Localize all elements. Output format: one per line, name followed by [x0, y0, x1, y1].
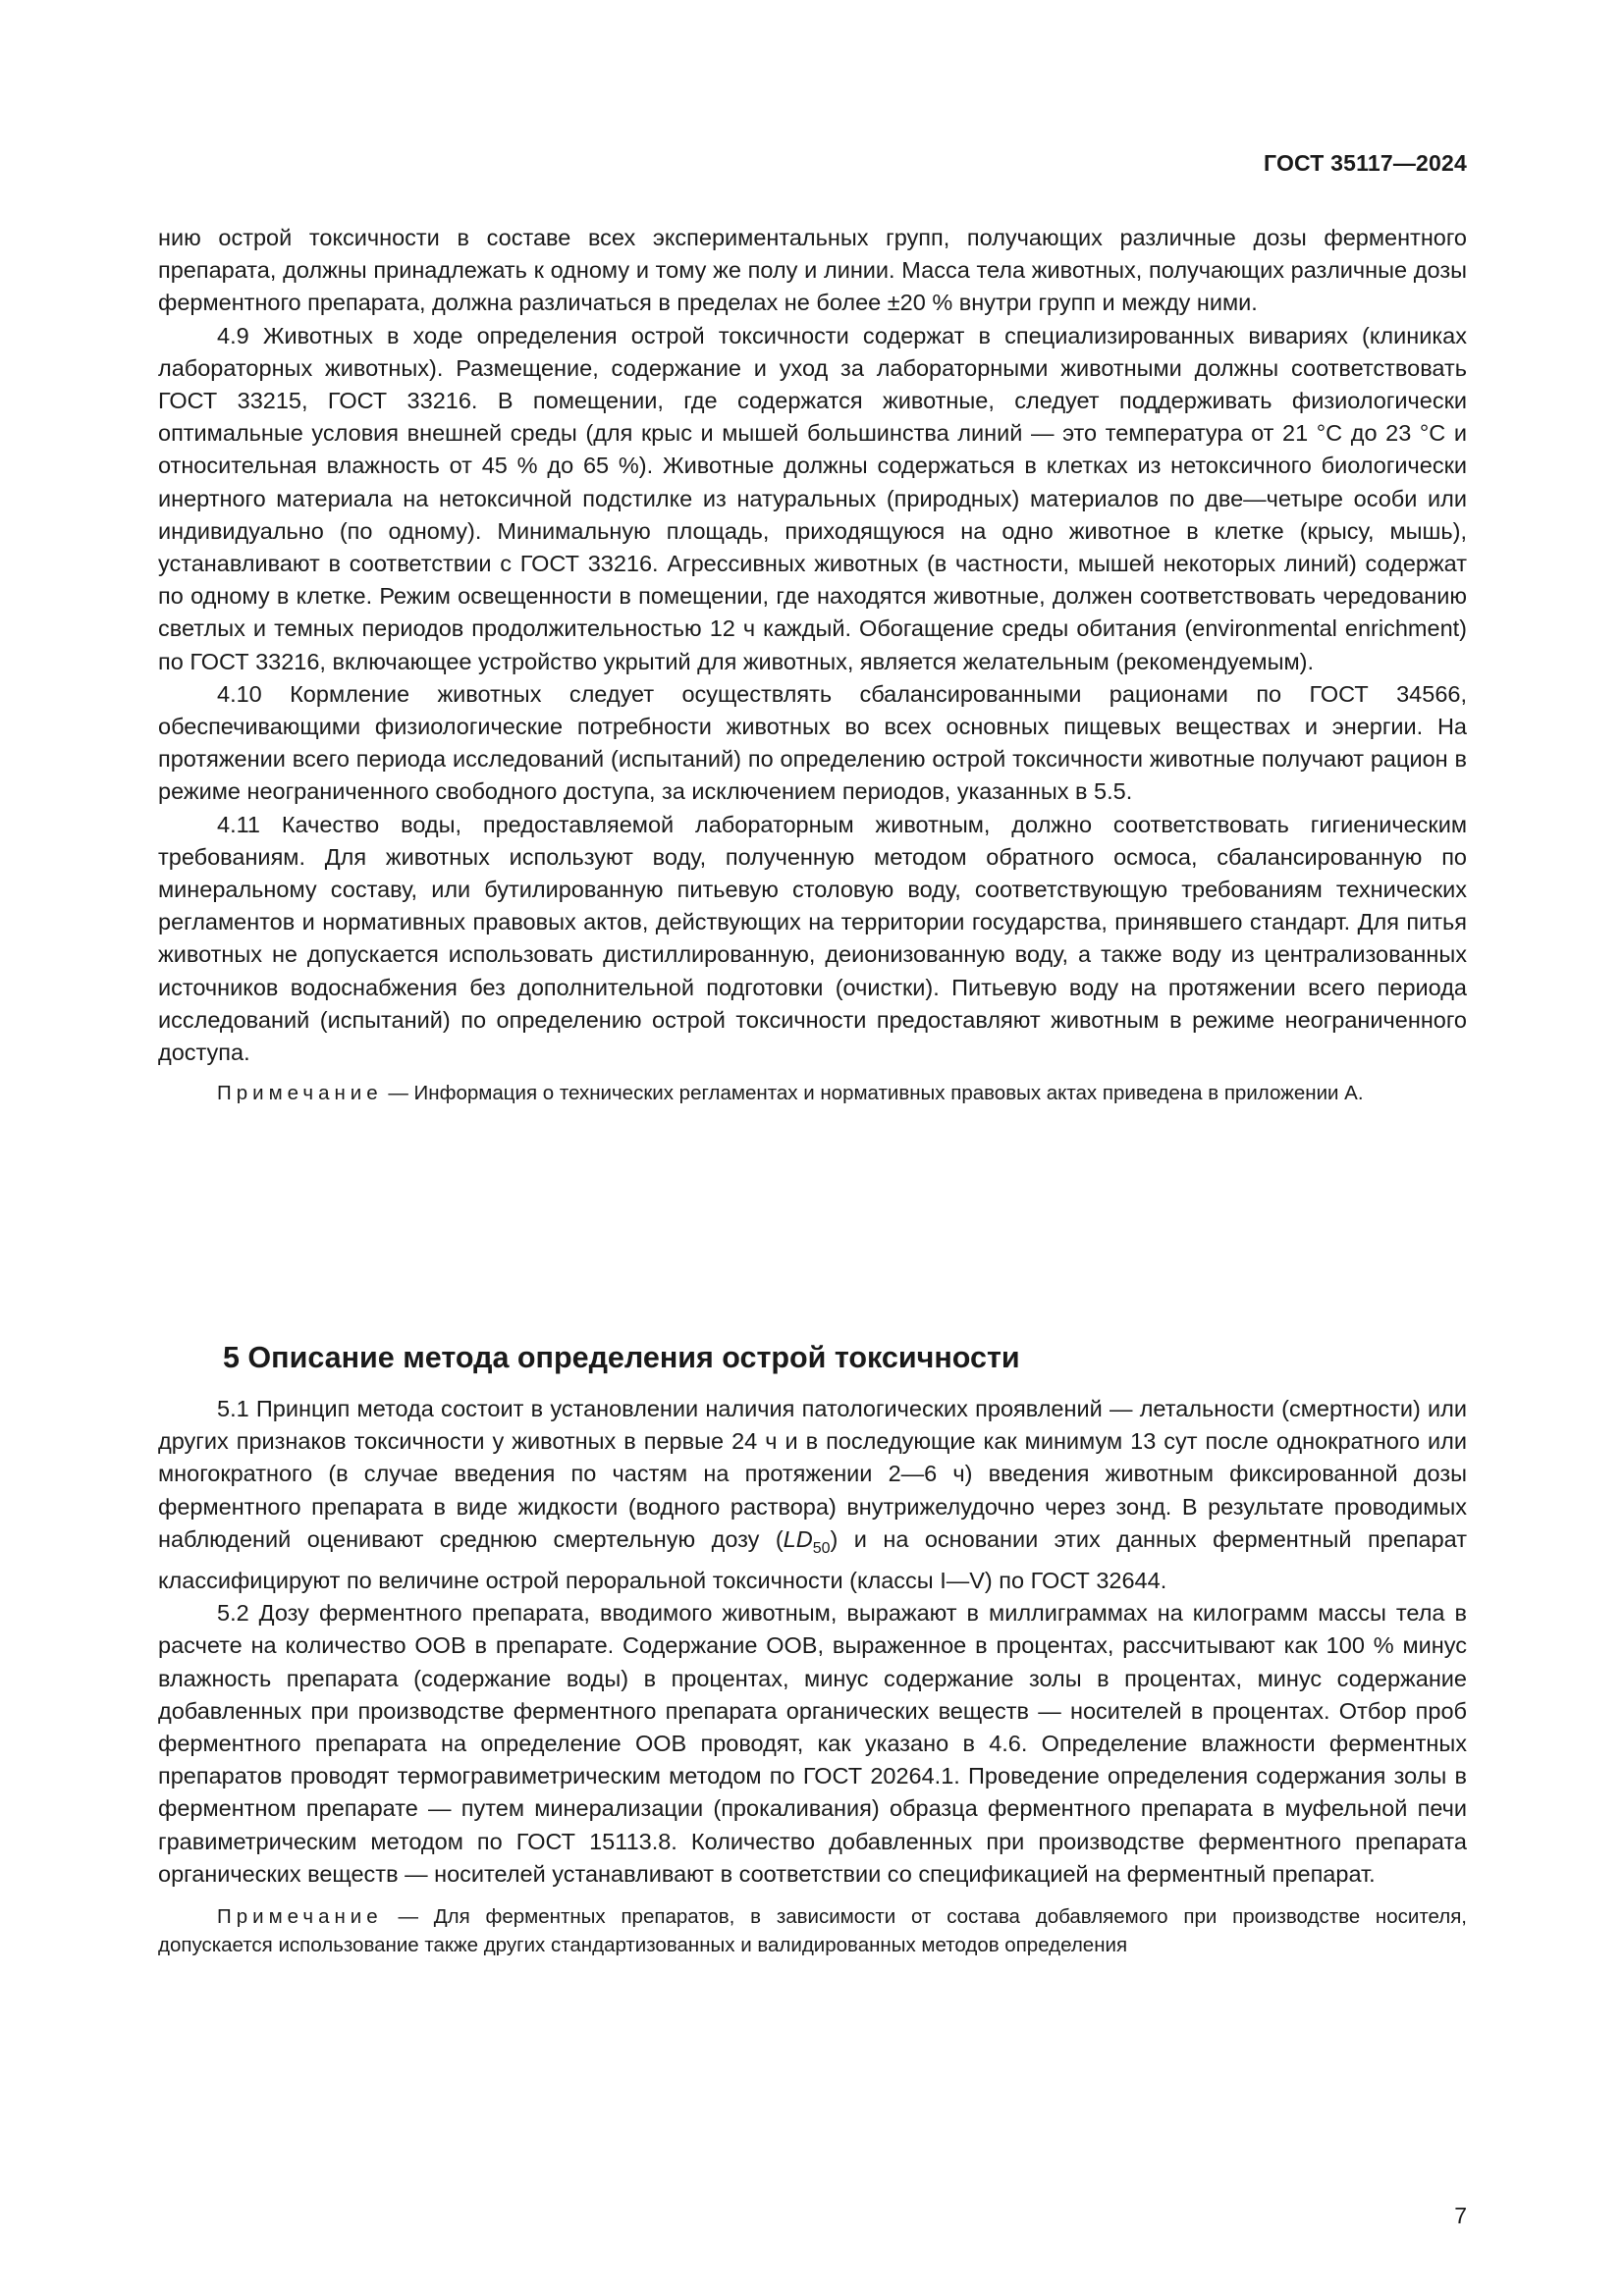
- note-label: Примечание: [217, 1905, 383, 1929]
- paragraph-4-11: 4.11 Качество воды, предоставляемой лабораторным животным, должно соответствовать гигиеническим требованиям. Для животных используют воду, полученную методом обратного осмоса, сбалансированную по минеральному составу, или бутилированную питьевую столовую воду, соответствующую требованиям технических регламентов и нормативных правовых актов, действующих на территории государства, принявшего стандарт. Для питья животных не допускается использовать дистиллированную, деионизованную воду, а также воду из централизованных источников водоснабжения без дополнительной подготовки (очистки). Питьевую воду на протяжении всего периода исследований (испытаний) по определению острой токсичности предоставляют животным в режиме неограниченного доступа.: [158, 811, 1467, 1066]
- note-label: Примечание: [217, 1082, 383, 1105]
- paragraph-continuation: нию острой токсичности в составе всех экспериментальных групп, получающих различные дозы ферментного препарата, должны принадлежать к одному и тому же полу и линии. Масса тела животных, получающих различные дозы ферментного препарата, должна различаться в пределах не более ±20 % внутри групп и между ними.: [158, 225, 1467, 316]
- paragraph-5-2: 5.2 Дозу ферментного препарата, вводимого животным, выражают в миллиграммах на килограмм массы тела в расчете на количество ООВ в препарате. Содержание ООВ, выраженное в процентах, рассчитывают как 100 % минус влажность препарата (содержание воды) в процентах, минус содержание золы в процентах, минус содержание добавленных при производстве ферментного препарата органических веществ — носителей в процентах. Отбор проб ферментного препарата на определение ООВ проводят, как указано в 4.6. Определение влажности ферментных препаратов проводят термогравиметрическим методом по ГОСТ 20264.1. Проведение определения содержания золы в ферментном препарате — путем минерализации (прокаливания) образца ферментного препарата в муфельной печи гравиметрическим методом по ГОСТ 15113.8. Количество добавленных при производстве ферментного препарата органических веществ — носителей устанавливают в соответствии со спецификацией на ферментный препарат.: [158, 1600, 1467, 1887]
- document-code-header: ГОСТ 35117—2024: [1264, 150, 1467, 176]
- paragraph-5-1: [158, 1393, 1467, 1597]
- paragraph-5-1-text-a: 5.1 Принцип метода состоит в установлении наличия патологических проявлений — летальности (смертности) или других признаков токсичности у животных в первые 24 ч и в последующие как минимум 13 сут после однократного или многократного (в случае введения по частям на протяжении 2—6 ч) введения животным фиксированной дозы ферментного препарата в виде жидкости (водного раствора) внутрижелудочно через зонд. В результате проводимых наблюдений оценивают среднюю смертельную дозу (: [158, 1396, 1467, 1552]
- body-text-upper: [158, 222, 1467, 1107]
- paragraph-5-1-text-b: ) и на основании этих данных ферментный препарат классифицируют по величине острой пероральной токсичности (классы I—V) по ГОСТ 32644.: [158, 1525, 1467, 1594]
- note-technical-regulations: [158, 1079, 1467, 1107]
- paragraph-4-10: 4.10 Кормление животных следует осуществлять сбалансированными рационами по ГОСТ 34566, обеспечивающими физиологические потребности животных во всех основных пищевых веществах и энергии. На протяжении всего периода исследований (испытаний) по определению острой токсичности животные получают рацион в режиме неограниченного свободного доступа, за исключением периодов, указанных в 5.5.: [158, 680, 1467, 805]
- section-5-heading: 5 Описание метода определения острой токсичности: [223, 1341, 1020, 1374]
- note-text: — Информация о технических регламентах и нормативных правовых актах приведена в приложении А.: [382, 1082, 1364, 1105]
- note-alternative-methods: [158, 1902, 1467, 1959]
- ld-symbol: LD: [783, 1525, 813, 1552]
- paragraph-4-9: 4.9 Животных в ходе определения острой токсичности содержат в специализированных вивариях (клиниках лабораторных животных). Размещение, содержание и уход за лабораторными животными должны соответствовать ГОСТ 33215, ГОСТ 33216. В помещении, где содержатся животные, следует поддерживать физиологически оптимальные условия внешней среды (для крыс и мышей большинства линий — это температура от 21 °С до 23 °С и относительная влажность от 45 % до 65 %). Животные должны содержаться в клетках из нетоксичного биологически инертного материала на нетоксичной подстилке из натуральных (природных) материалов по две—четыре особи или индивидуально (по одному). Минимальную площадь, приходящуюся на одно животное в клетке (крысу, мышь), устанавливают в соответствии с ГОСТ 33216. Агрессивных животных (в частности, мышей некоторых линий) содержат по одному в клетке. Режим освещенности в помещении, где находятся животные, должен соответствовать чередованию светлых и темных периодов продолжительностью 12 ч каждый. Обогащение среды обитания (environmental enrichment) по ГОСТ 33216, включающее устройство укрытий для животных, является желательным (рекомендуемым).: [158, 322, 1467, 674]
- page-number: 7: [1454, 2203, 1467, 2228]
- ld-subscript: 50: [812, 1539, 831, 1557]
- note-text: — Для ферментных препаратов, в зависимости от состава добавляемого при производстве носителя, допускается использование также других стандартизованных и валидированных методов определения: [158, 1905, 1467, 1957]
- section-5: [158, 1338, 1467, 1959]
